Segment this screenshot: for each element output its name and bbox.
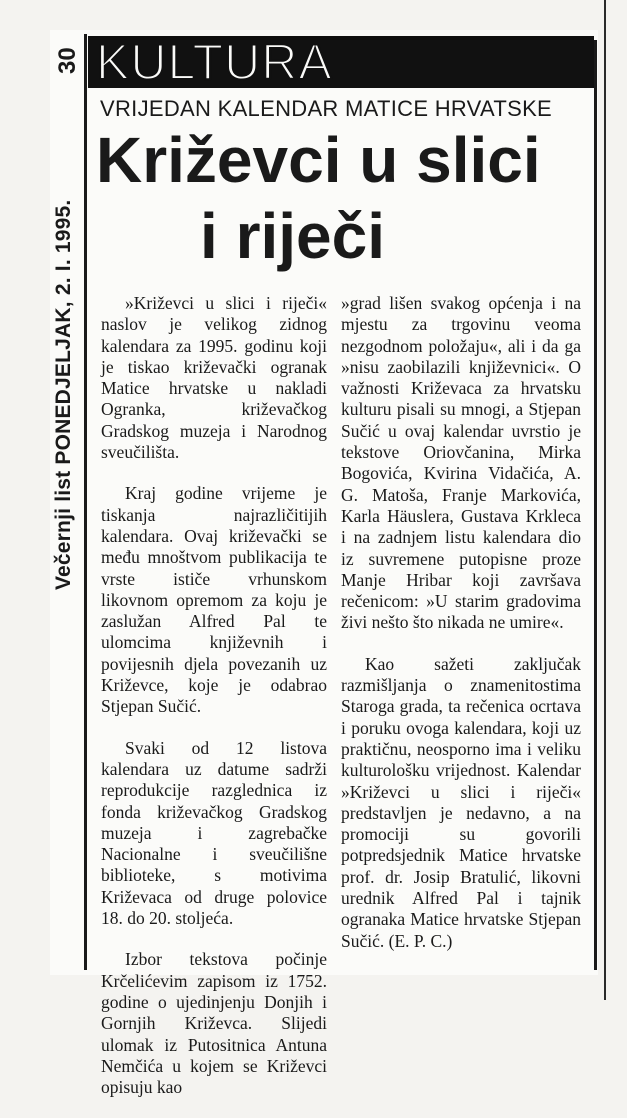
paragraph-text: Kao sažeti zaključak razmišljanja o znamenitostima Staroga grada, ta rečenica ocrtava i poruku ovoga kalendara, koji uz praktičnu, neosporno ima i veliku kulturološku vrijednost. Kalendar »Križevci u slici i riječi« predstavljen je nedavno, a na promociji su govorili potpredsjednik Matice hrvatske prof. dr. Josip Bratulić, likovni urednik Alfred Pal i tajnik ogranaka Matice hrvatske Stjepan Sučić.	[341, 653, 581, 951]
paragraph: »Križevci u slici i riječi« naslov je velikog zidnog kalendara za 1995. godinu koji je tiskao križevački ogranak Matice hrvatske u nakladi Ogranka, križevačkog Gradskog muzeja i Narodnog sveučilišta.	[101, 293, 327, 463]
author-signature: (E. P. C.)	[388, 930, 453, 951]
paragraph: »grad lišen svakog općenja i na mjestu za trgovinu veoma nezgodnom položaju«, ali i da ga »nisu zaobilazili književnici«. O važnosti Križevaca za hrvatsku kulturu pisali su mnogi, a Stjepan Sučić u ovaj kalendar uvrstio je tekstove Oriovčanina, Mirka Bogovića, Kvirina Vidačića, A. G. Matoša, Franje Markovića, Karla Häuslera, Gustava Krkleca i na zadnjem listu kalendara dio iz suvremene putopisne proze Manje Hribar koji završava rečenicom: »U starim gradovima živi nešto što nikada ne umire«.	[341, 293, 581, 633]
article-column-1	[101, 293, 327, 1118]
article-headline	[96, 122, 596, 274]
paragraph: Svaki od 12 listova kalendara uz datume sadrži reprodukcije razglednica iz fonda križevačkog Gradskog muzeja i zagrebačke Nacionalne i sveučilišne biblioteke, s motivima Križevaca od druge polovice 18. do 20. stoljeća.	[101, 737, 327, 929]
article-column-2	[341, 293, 581, 972]
paragraph: Izbor tekstova počinje Krčelićevim zapisom iz 1752. godine o ujedinjenju Donjih i Gornjih Križevca. Slijedi ulomak iz Putositnica Antuna Nemčića u kojem se Križevci opisuju kao	[101, 949, 327, 1098]
article-kicker: VRIJEDAN KALENDAR MATICE HRVATSKE	[100, 96, 553, 121]
headline-line-1: Križevci u slici	[96, 124, 541, 196]
vertical-dateline: Večernji list PONEDJELJAK, 2. I. 1995.	[52, 199, 75, 590]
scan-edge-line	[604, 0, 606, 1000]
section-title: KULTURA	[96, 34, 333, 90]
paragraph	[341, 654, 581, 952]
paragraph: Kraj godine vrijeme je tiskanja najrazličitijih kalendara. Ovaj križevački se među mnoštvom publikacija te vrste ističe vrhunskom likovnom opremom za koju je zaslužan Alfred Pal te ulomcima književnih i povijesnih djela povezanih uz Križevce, koje je odabrao Stjepan Sučić.	[101, 483, 327, 717]
headline-line-2: i riječi	[200, 200, 385, 272]
left-column-rule	[84, 34, 87, 970]
page-number: 30	[54, 47, 81, 74]
